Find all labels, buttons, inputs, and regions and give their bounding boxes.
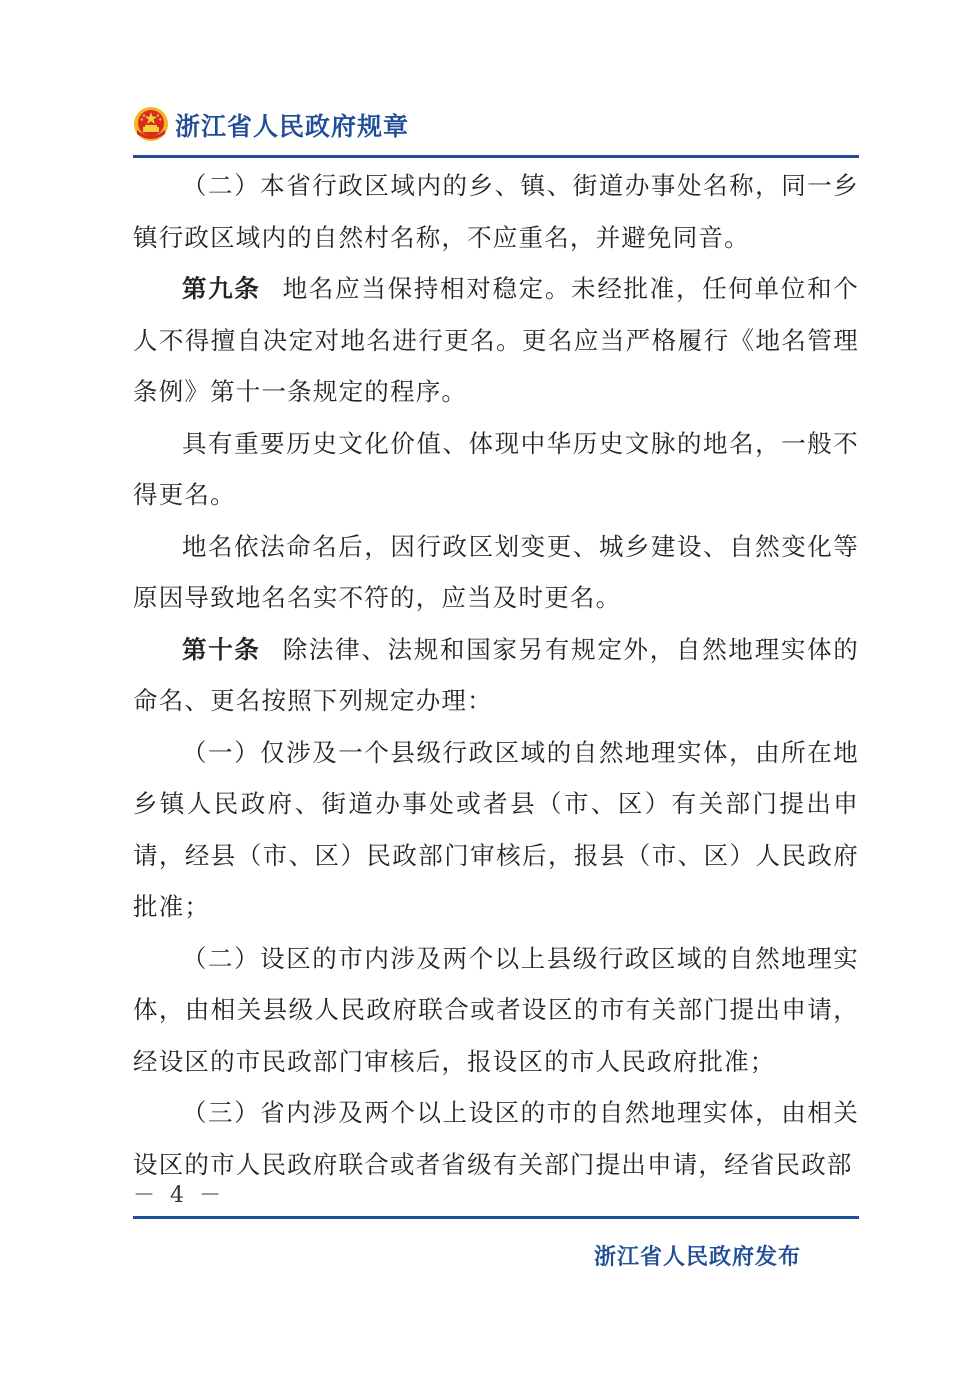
article-10-number: 第十条 [182, 634, 261, 664]
footer-divider [133, 1216, 859, 1219]
paragraph-item-1: （一）仅涉及一个县级行政区域的自然地理实体，由所在地乡镇人民政府、街道办事处或者县（市、区）有关部门提出申请，经县（市、区）民政部门审核后，报县（市、区）人民政府批准； [133, 737, 859, 921]
paragraph-clause-2: （二）本省行政区域内的乡、镇、街道办事处名称，同一乡镇行政区域内的自然村名称，不应重名，并避免同音。 [133, 171, 859, 252]
header-divider [133, 155, 859, 158]
article-9 [133, 263, 859, 418]
page-header [133, 100, 859, 160]
paragraph-item-2: （二）设区的市内涉及两个以上县级行政区域的自然地理实体，由相关县级人民政府联合或者设区的市有关部门提出申请，经设区的市民政部门审核后，报设区的市人民政府批准； [133, 943, 859, 1076]
paragraph-renaming: 地名依法命名后，因行政区划变更、城乡建设、自然变化等原因导致地名名实不符的，应当及时更名。 [133, 531, 859, 612]
page-number: － 4 － [133, 1183, 225, 1208]
article-9-number: 第九条 [182, 274, 261, 303]
article-10-text: 除法律、法规和国家另有规定外，自然地理实体的命名、更名按照下列规定办理： [133, 634, 859, 715]
national-emblem-icon [133, 106, 169, 142]
paragraph-item-3: （三）省内涉及两个以上设区的市的自然地理实体，由相关设区的市人民政府联合或者省级有关部门提出申请，经省民政部 [133, 1098, 859, 1179]
paragraph-history-names: 具有重要历史文化价值、体现中华历史文脉的地名，一般不得更名。 [133, 428, 859, 509]
footer-publisher: 浙江省人民政府发布 [594, 1245, 802, 1270]
header-title: 浙江省人民政府规章 [175, 112, 410, 141]
article-10 [133, 624, 859, 727]
article-9-text: 地名应当保持相对稳定。未经批准，任何单位和个人不得擅自决定对地名进行更名。更名应当严格履行《地名管理条例》第十一条规定的程序。 [133, 274, 859, 406]
document-body [133, 160, 859, 1190]
